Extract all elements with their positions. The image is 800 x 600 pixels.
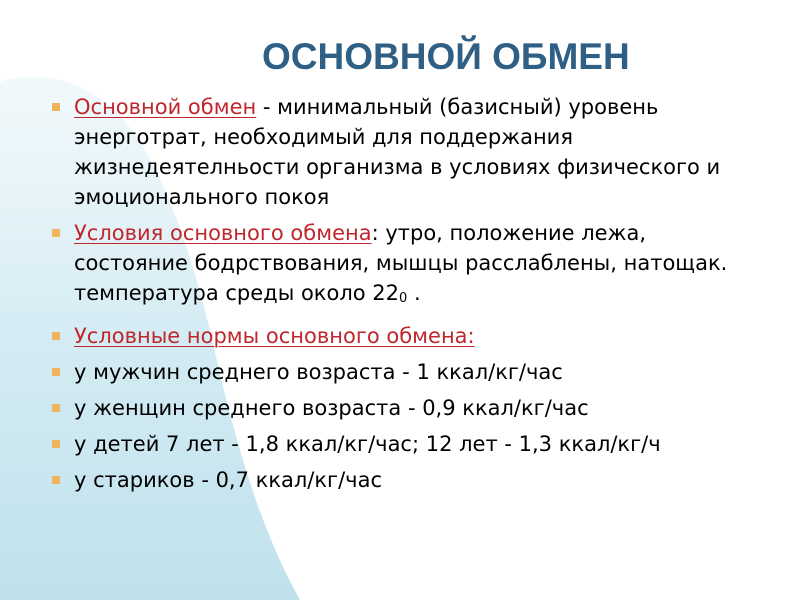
term-basal-metabolism: Основной обмен — [74, 95, 257, 119]
bullet-item-children — [52, 429, 752, 459]
bullet-item-definition — [52, 92, 752, 212]
conditions-text: : утро, положение лежа, состояние бодрствования, мышцы расслаблены, натощак. температура среды около 22 — [74, 221, 728, 305]
norm-elderly-text: у стариков - 0,7 ккал/кг/час — [74, 468, 382, 492]
bullet-item-norms-heading — [52, 321, 752, 351]
bullet-item-men — [52, 357, 752, 387]
square-bullet-icon — [52, 476, 60, 484]
slide-title: ОСНОВНОЙ ОБМЕН — [262, 36, 630, 77]
square-bullet-icon — [52, 404, 60, 412]
term-norms: Условные нормы основного обмена: — [74, 324, 475, 348]
bullet-item-women — [52, 393, 752, 423]
bullet-item-elderly — [52, 465, 752, 495]
term-conditions: Условия основного обмена — [74, 221, 372, 245]
bullet-list — [52, 92, 752, 495]
square-bullet-icon — [52, 368, 60, 376]
square-bullet-icon — [52, 103, 60, 111]
square-bullet-icon — [52, 229, 60, 237]
norm-children-text: у детей 7 лет - 1,8 ккал/кг/час; 12 лет - 1,3 ккал/кг/ч — [74, 432, 661, 456]
norm-women-text: у женщин среднего возраста - 0,9 ккал/кг/час — [74, 396, 589, 420]
definition-text: - минимальный (базисный) уровень энерготрат, необходимый для поддержания жизнедеятелньости организма в условиях физического и эмоционального покоя — [74, 95, 721, 209]
norm-men-text: у мужчин среднего возраста - 1 ккал/кг/час — [74, 360, 563, 384]
degree-superscript: 0 — [399, 291, 408, 306]
bullet-item-conditions — [52, 218, 752, 312]
conditions-text-end: . — [407, 281, 421, 305]
square-bullet-icon — [52, 332, 60, 340]
square-bullet-icon — [52, 440, 60, 448]
